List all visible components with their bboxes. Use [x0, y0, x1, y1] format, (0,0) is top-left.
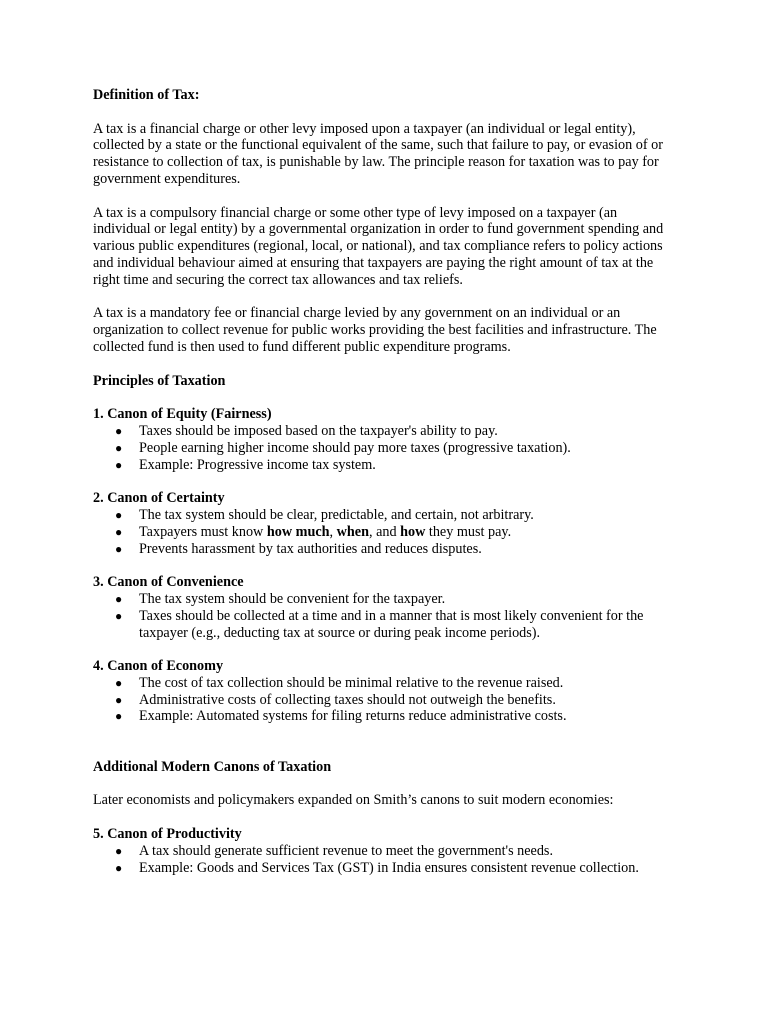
bullet-icon: ● — [115, 457, 123, 472]
text-run: they must pay. — [425, 523, 512, 540]
bullet-icon: ● — [115, 440, 123, 455]
bullet-icon: ● — [115, 524, 123, 539]
bullet-icon: ● — [115, 608, 123, 623]
list-item — [93, 507, 678, 524]
canon-certainty-list — [93, 507, 678, 557]
list-item-text: The tax system should be convenient for the taxpayer. — [139, 590, 446, 607]
list-item-text: A tax should generate sufficient revenue to meet the government's needs. — [139, 842, 553, 859]
list-item-text: Example: Automated systems for filing returns reduce administrative costs. — [139, 708, 567, 725]
text-run: Taxpayers must know — [139, 523, 267, 540]
bullet-icon: ● — [115, 423, 123, 438]
list-item-text: Taxes should be collected at a time and in a manner that is most likely convenient for the taxpayer (e.g., deducting tax at source or during peak income periods). — [139, 607, 644, 641]
modern-canons-intro: Later economists and policymakers expanded on Smith’s canons to suit modern economies: — [93, 792, 614, 809]
canon-certainty-title: 2. Canon of Certainty — [93, 490, 225, 507]
canon-equity-title: 1. Canon of Equity (Fairness) — [93, 406, 272, 423]
list-item — [93, 591, 678, 608]
list-item-text: Taxes should be imposed based on the taxpayer's ability to pay. — [139, 422, 498, 439]
document-page — [93, 87, 678, 876]
bold-text-how-much: how much — [266, 523, 330, 540]
bullet-icon: ● — [115, 843, 123, 858]
canon-economy-list — [93, 675, 678, 725]
bullet-icon: ● — [115, 709, 123, 724]
list-item-text: People earning higher income should pay more taxes (progressive taxation). — [139, 439, 571, 456]
canon-productivity-list — [93, 843, 678, 877]
list-item — [93, 457, 678, 474]
bullet-icon: ● — [115, 591, 123, 606]
definition-paragraph-2: A tax is a compulsory financial charge or some other type of levy imposed on a taxpayer (an individual or legal entity) by a governmental organization in order to fund government spending and various public expenditures (regional, local, or national), and tax compliance refers to policy actions and individual behaviour aimed at ensuring that taxpayers are paying the right amount of tax at the right time and securing the correct tax allowances and tax reliefs. — [93, 204, 664, 288]
list-item-text: Prevents harassment by tax authorities and reduces disputes. — [139, 540, 482, 557]
list-item — [93, 860, 678, 877]
definition-paragraph-3: A tax is a mandatory fee or financial charge levied by any government on an individual or an organization to collect revenue for public works providing the best facilities and infrastructure. The collected fund is then used to fund different public expenditure programs. — [93, 305, 657, 355]
bullet-icon: ● — [115, 692, 123, 707]
list-item — [93, 524, 678, 541]
list-item — [93, 440, 678, 457]
list-item — [93, 541, 678, 558]
definition-heading: Definition of Tax: — [93, 87, 200, 103]
canon-convenience-list — [93, 591, 678, 641]
bullet-icon: ● — [115, 860, 123, 875]
canon-economy-title: 4. Canon of Economy — [93, 658, 224, 675]
list-item-text: The tax system should be clear, predictable, and certain, not arbitrary. — [139, 506, 534, 523]
list-item — [93, 692, 678, 709]
text-run: , and — [368, 523, 401, 540]
list-item — [93, 843, 678, 860]
text-run: , — [329, 523, 337, 540]
canon-convenience-title: 3. Canon of Convenience — [93, 574, 244, 591]
bold-text-how: how — [400, 523, 426, 540]
list-item — [93, 423, 678, 440]
definition-paragraph-1: A tax is a financial charge or other levy imposed upon a taxpayer (an individual or legal entity), collected by a state or the functional equivalent of the same, such that failure to pay, or evasion of or resistance to collection of tax, is punishable by law. The principle reason for taxation was to pay for government expenditures. — [93, 120, 663, 187]
list-item-text — [139, 524, 511, 540]
list-item-text: Example: Progressive income tax system. — [139, 456, 376, 473]
bullet-icon: ● — [115, 541, 123, 556]
list-item-text: Example: Goods and Services Tax (GST) in India ensures consistent revenue collection. — [139, 859, 639, 876]
bullet-icon: ● — [115, 507, 123, 522]
canon-productivity-title: 5. Canon of Productivity — [93, 826, 242, 843]
list-item — [93, 708, 678, 725]
list-item — [93, 675, 678, 692]
list-item-text: The cost of tax collection should be minimal relative to the revenue raised. — [139, 674, 564, 691]
canon-equity-list — [93, 423, 678, 473]
bullet-icon: ● — [115, 675, 123, 690]
list-item-text: Administrative costs of collecting taxes should not outweigh the benefits. — [139, 691, 556, 708]
principles-heading: Principles of Taxation — [93, 372, 226, 389]
modern-canons-heading: Additional Modern Canons of Taxation — [93, 758, 332, 775]
list-item — [93, 608, 678, 642]
bold-text-when: when — [336, 523, 369, 540]
